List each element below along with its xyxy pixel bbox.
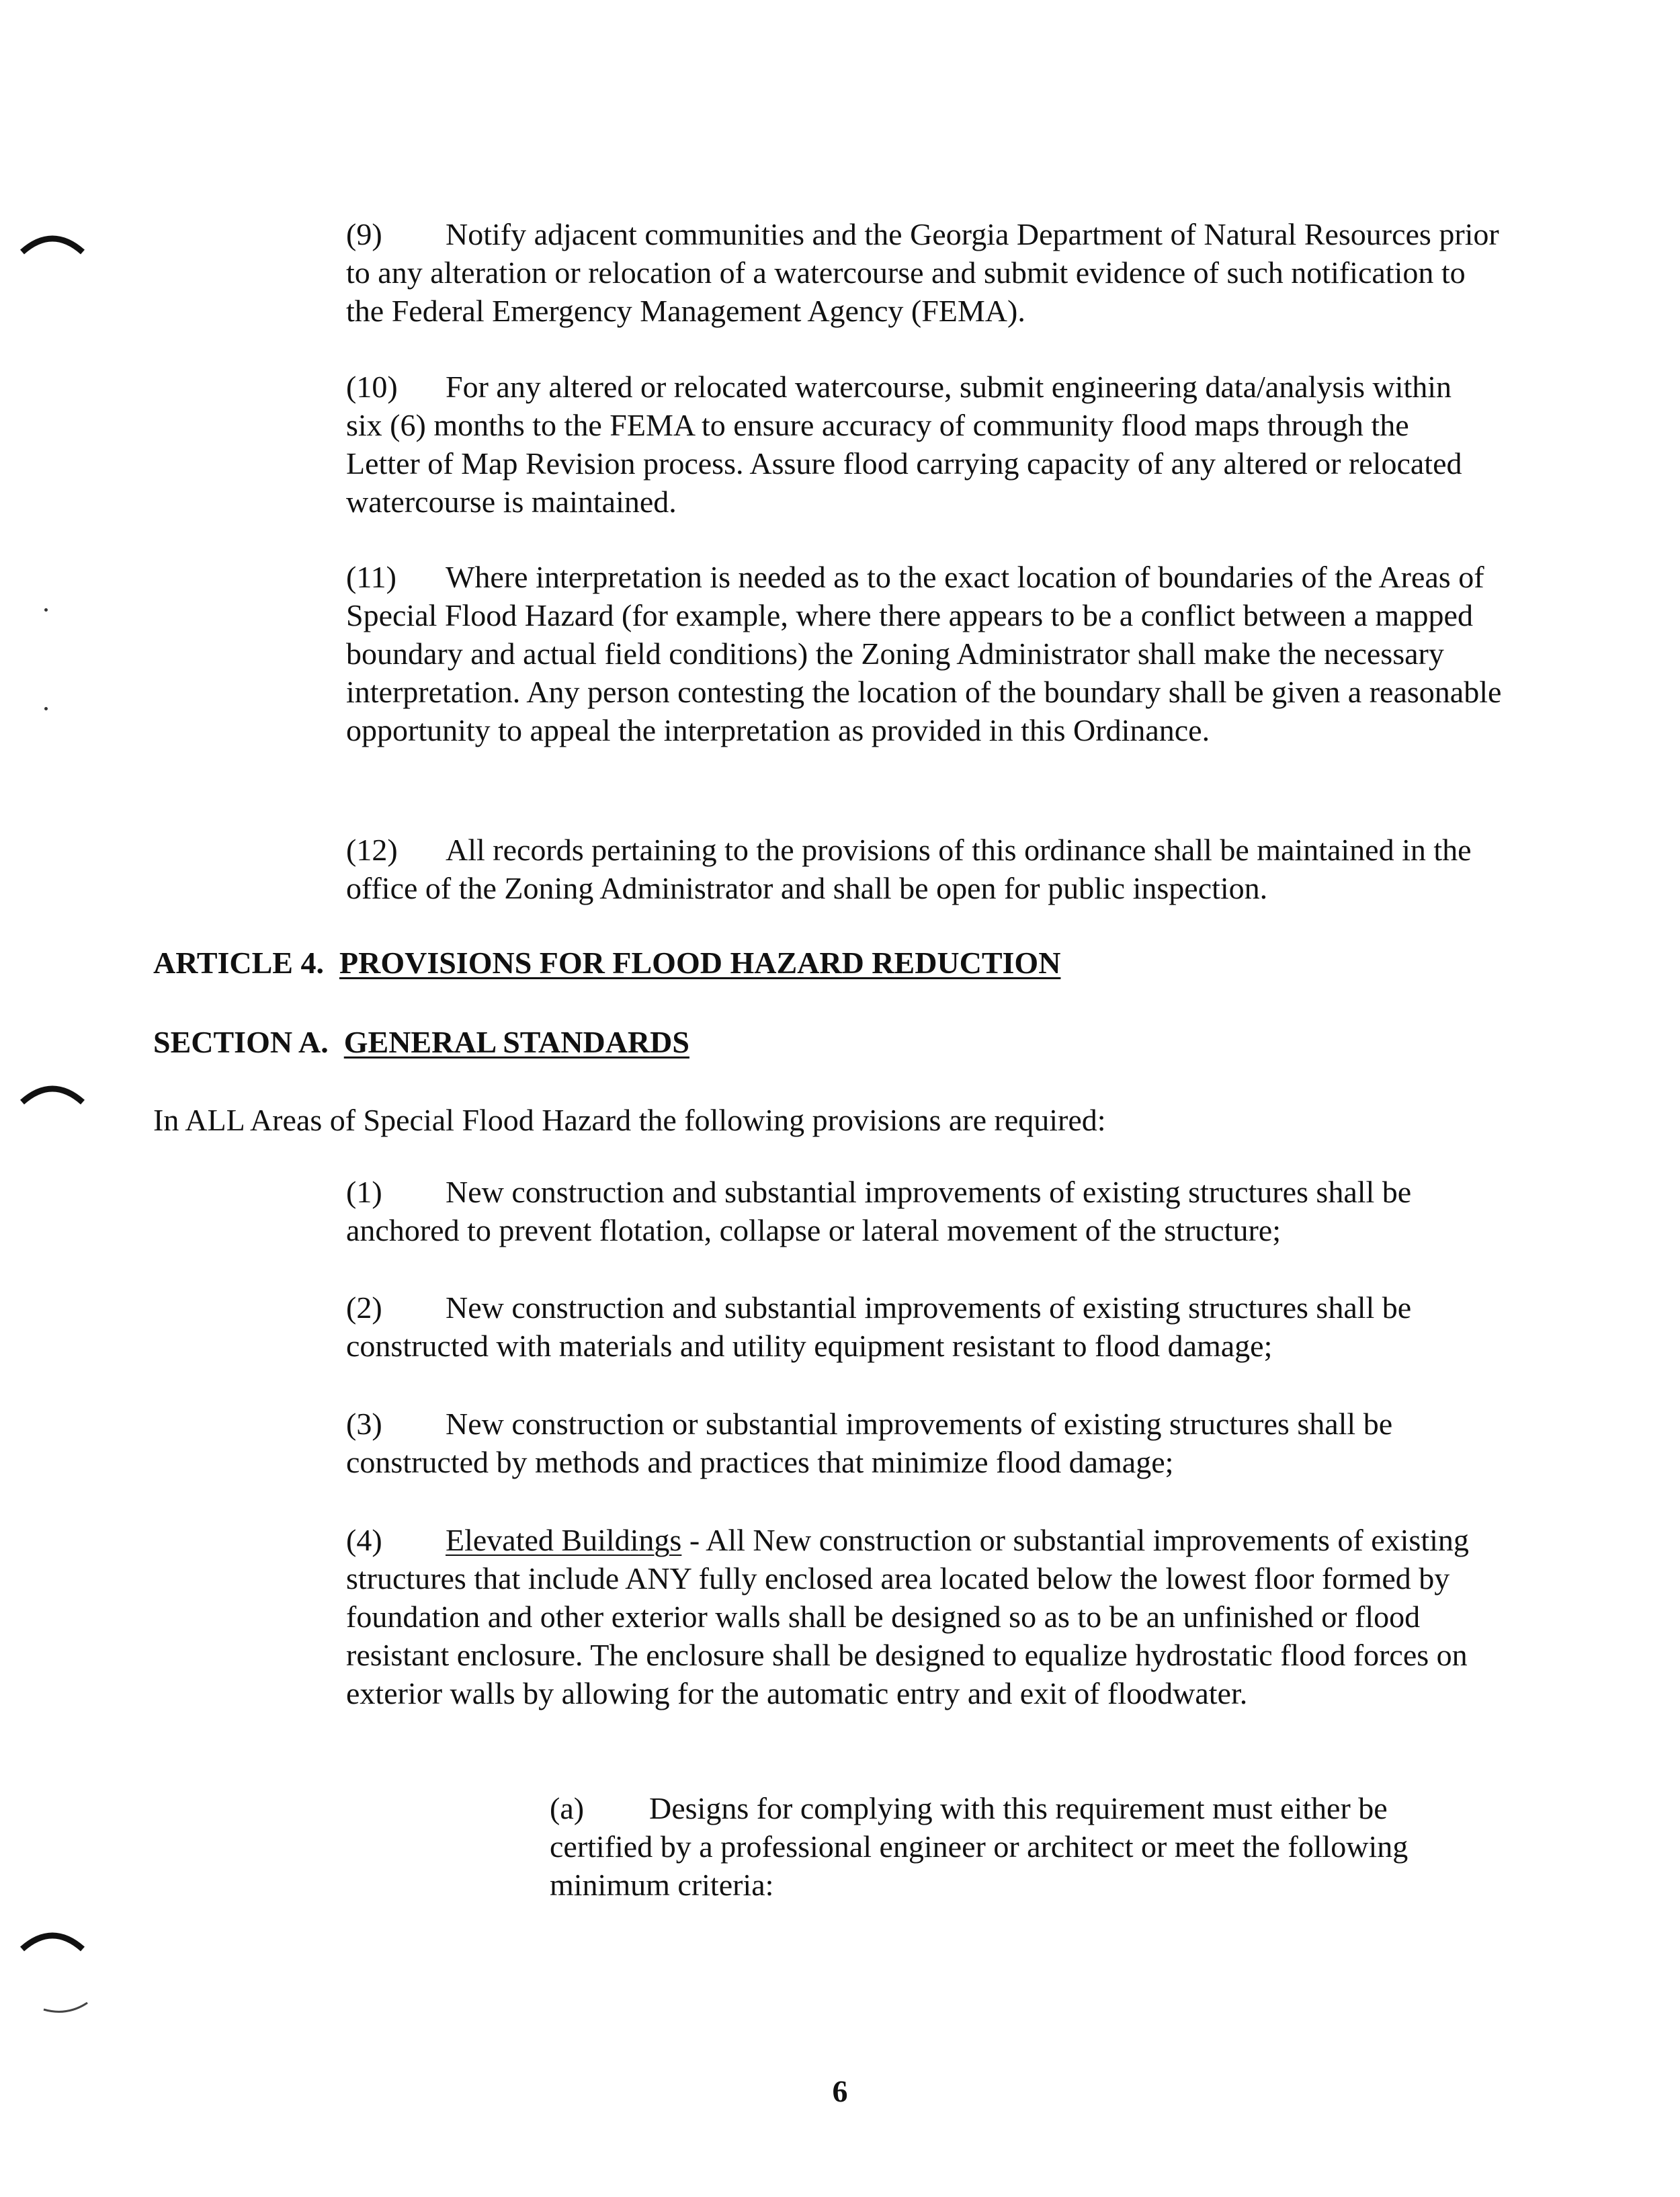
provision-text: New construction or substantial improvements of existing structures shall be constructed by methods and practices that minimize flood damage; [346,1407,1393,1479]
subprovision-a [550,1789,1484,1904]
paragraph-text: Where interpretation is needed as to the exact location of boundaries of the Areas of Special Flood Hazard (for example, where there appears to be a conflict between a mapped boundary and actual field conditions) the Zoning Administrator shall make the necessary interpretation. Any person contesting the location of the boundary shall be given a reasonable opportunity to appeal the interpretation as provided in this Ordinance. [346,560,1502,747]
paragraph-text: All records pertaining to the provisions of this ordinance shall be maintained in the office of the Zoning Administrator and shall be open for public inspection. [346,833,1472,905]
paragraph-text: For any altered or relocated watercourse, submit engineering data/analysis within six (6) months to the FEMA to ensure accuracy of community flood maps through the Letter of Map Revision process. Assure flood carrying capacity of any altered or relocated watercourse is maintained. [346,370,1462,519]
paragraph-9 [346,215,1502,330]
section-heading [153,1023,689,1061]
provision-text: New construction and substantial improvements of existing structures shall be constructed with materials and utility equipment resistant to flood damage; [346,1290,1412,1363]
provision-text: New construction and substantial improvements of existing structures shall be anchored to prevent flotation, collapse or lateral movement of the structure; [346,1175,1412,1247]
paragraph-text: Notify adjacent communities and the Georgia Department of Natural Resources prior to any alteration or relocation of a watercourse and submit evidence of such notification to the Federal Emergency Management Agency (FEMA). [346,217,1499,328]
intro-text: In ALL Areas of Special Flood Hazard the following provisions are required: [153,1103,1106,1137]
paragraph-10 [346,368,1475,521]
paragraph-number: (11) [346,560,396,594]
scan-speck [44,608,48,612]
provision-text: - All New construction or substantial improvements of existing structures that include ANY fully enclosed area located below the lowest floor formed by foundation and other exterior walls shall be designed so as to be an unfinished or flood resistant enclosure. The enclosure shall be designed to equalize hydrostatic flood forces on exterior walls by allowing for the automatic entry and exit of floodwater. [346,1523,1469,1710]
subprovision-number: (a) [550,1791,585,1825]
provision-number: (3) [346,1407,382,1441]
scan-artifact-icon [40,1989,108,2016]
paragraph-number: (9) [346,217,382,251]
section-label: SECTION A. [153,1025,329,1059]
section-title: GENERAL STANDARDS [343,1025,689,1059]
paragraph-12 [346,831,1515,907]
paragraph-number: (10) [346,370,398,404]
provision-2 [346,1288,1515,1365]
provision-1 [346,1173,1515,1249]
article-label: ARTICLE 4. [153,946,324,980]
article-title: PROVISIONS FOR FLOOD HAZARD REDUCTION [339,946,1061,980]
scan-speck [44,707,48,710]
provision-number: (2) [346,1290,382,1325]
binder-hole-mark-icon [19,229,86,255]
provision-heading: Elevated Buildings [446,1523,682,1557]
paragraph-11 [346,558,1536,749]
provision-number: (1) [346,1175,382,1209]
article-heading [153,944,1060,982]
subprovision-text: Designs for complying with this requirement must either be certified by a professional engineer or architect or meet the following minimum criteria: [550,1791,1409,1902]
page-number: 6 [832,2074,848,2108]
paragraph-number: (12) [346,833,398,867]
provision-number: (4) [346,1523,382,1557]
provision-4 [346,1521,1515,1712]
provision-3 [346,1405,1515,1481]
binder-hole-mark-icon [19,1925,86,1952]
binder-hole-mark-icon [19,1079,86,1106]
